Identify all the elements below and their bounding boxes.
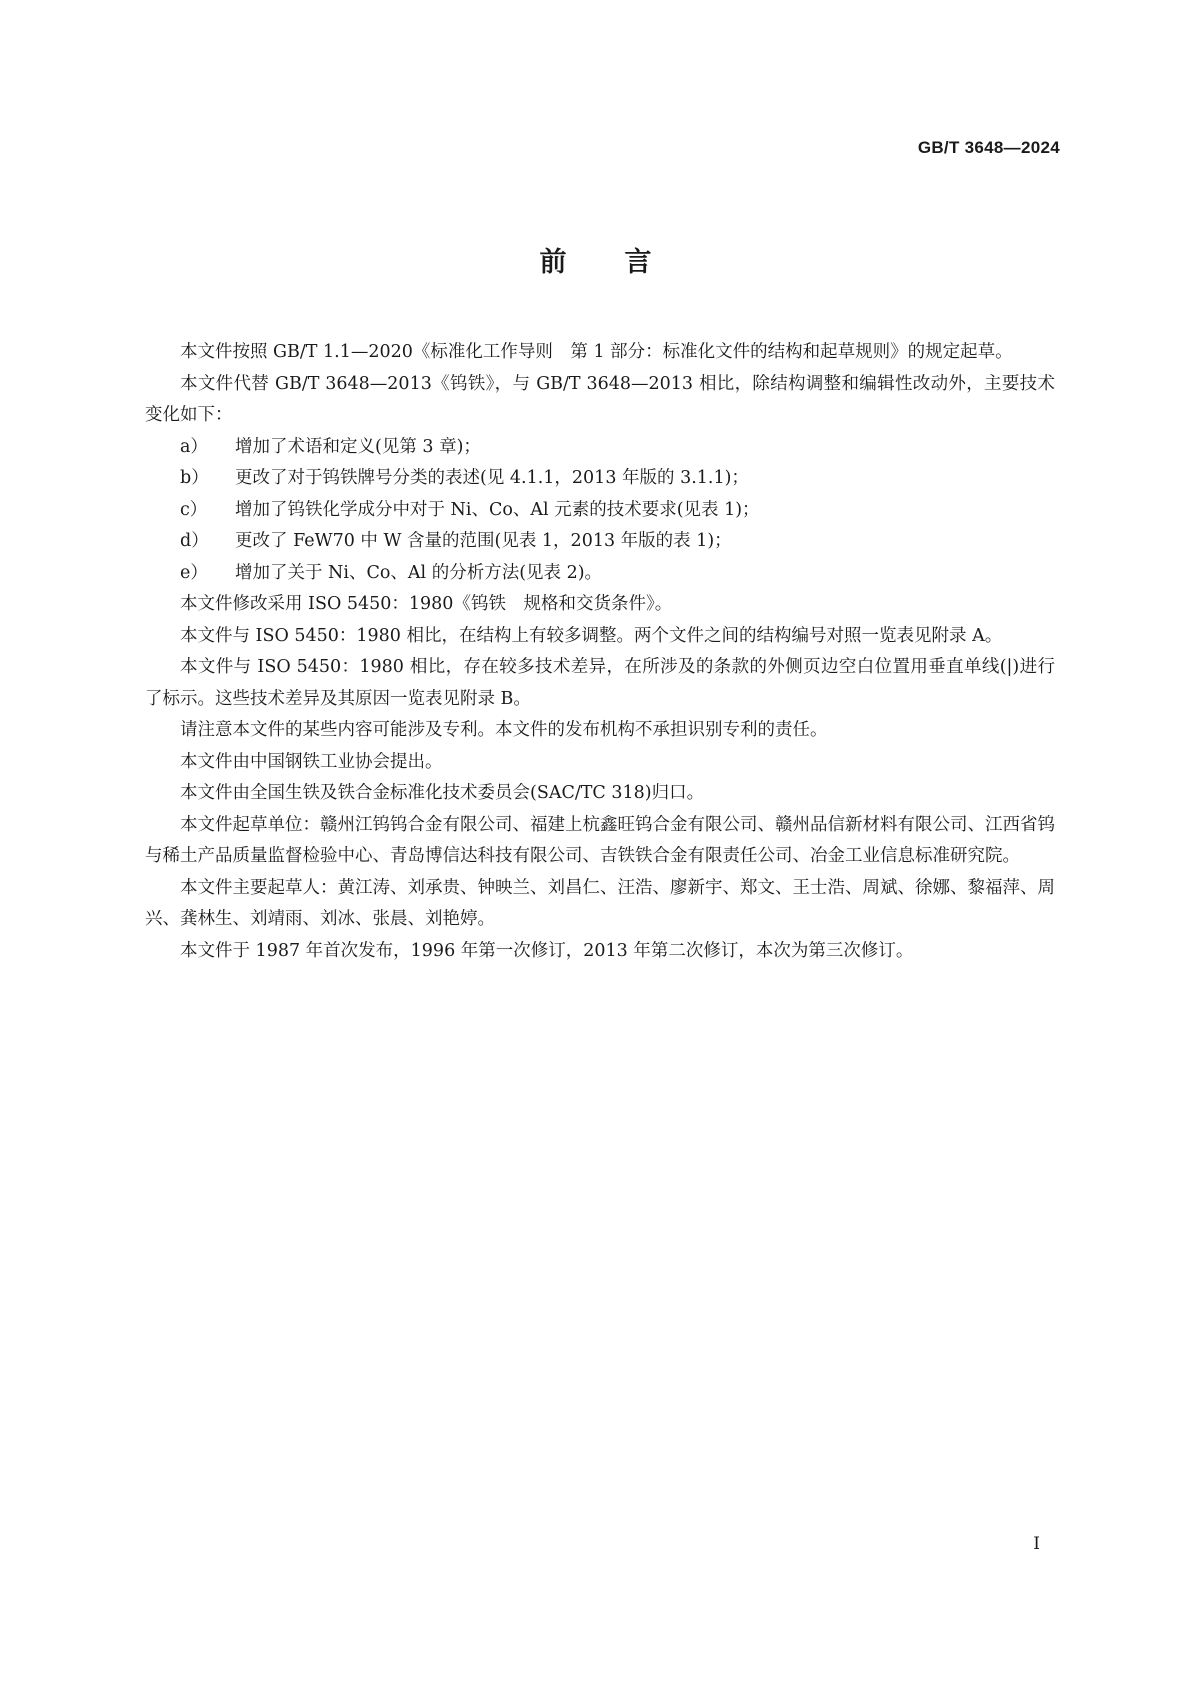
list-item-mark: d） — [180, 531, 209, 551]
list-item — [145, 558, 1055, 590]
list-item-mark: c） — [180, 499, 208, 520]
list-item — [145, 432, 1055, 464]
paragraph-structure-changes: 本文件与 ISO 5450：1980 相比，在结构上有较多调整。两个文件之间的结构编号对照一览表见附录 A。 — [180, 625, 1003, 646]
page-number: I — [1033, 1534, 1040, 1554]
standard-code: GB/T 3648—2024 — [917, 138, 1060, 157]
list-item-text: 增加了术语和定义(见第 3 章)； — [235, 436, 481, 457]
page-title: 前言 — [539, 247, 710, 278]
paragraph-replacement: 本文件代替 GB/T 3648—2013《钨铁》，与 GB/T 3648—2013 相比，除结构调整和编辑性改动外，主要技术变化如下： — [145, 373, 1055, 425]
paragraph-drafting-units: 本文件起草单位：赣州江钨钨合金有限公司、福建上杭鑫旺钨合金有限公司、赣州品信新材料有限公司、江西省钨与稀土产品质量监督检验中心、青岛博信达科技有限公司、吉铁铁合金有限责任公司、冶金工业信息标准研究院。 — [145, 814, 1055, 866]
paragraph-drafters: 本文件主要起草人：黄江涛、刘承贵、钟映兰、刘昌仁、汪浩、廖新宇、郑文、王士浩、周斌、徐娜、黎福萍、周兴、龚林生、刘靖雨、刘冰、张晨、刘艳婷。 — [145, 877, 1055, 929]
list-item-mark: b） — [180, 468, 209, 488]
paragraph-technical-differences: 本文件与 ISO 5450：1980 相比，存在较多技术差异，在所涉及的条款的外侧页边空白位置用垂直单线(|)进行了标示。这些技术差异及其原因一览表见附录 B。 — [145, 657, 1055, 709]
list-item-text: 更改了 FeW70 中 W 含量的范围(见表 1，2013 年版的表 1)； — [235, 531, 732, 551]
list-item-mark: a） — [180, 436, 208, 457]
foreword-body — [145, 337, 1055, 967]
list-item — [145, 526, 1055, 558]
list-item-text: 增加了关于 Ni、Co、Al 的分析方法(见表 2)。 — [235, 562, 603, 583]
paragraph-committee: 本文件由全国生铁及铁合金标准化技术委员会(SAC/TC 318)归口。 — [180, 783, 705, 803]
list-item-text: 增加了钨铁化学成分中对于 Ni、Co、Al 元素的技术要求(见表 1)； — [235, 499, 760, 520]
list-item — [145, 463, 1055, 495]
list-item-mark: e） — [180, 562, 208, 583]
list-item-text: 更改了对于钨铁牌号分类的表述(见 4.1.1，2013 年版的 3.1.1)； — [235, 468, 749, 488]
paragraph-proposer: 本文件由中国钢铁工业协会提出。 — [180, 751, 443, 772]
paragraph-history: 本文件于 1987 年首次发布，1996 年第一次修订，2013 年第二次修订，本次为第三次修订。 — [180, 940, 914, 961]
paragraph-patent-notice: 请注意本文件的某些内容可能涉及专利。本文件的发布机构不承担识别专利的责任。 — [180, 720, 828, 740]
paragraph-iso-adoption: 本文件修改采用 ISO 5450：1980《钨铁 规格和交货条件》。 — [180, 594, 673, 614]
paragraph-drafting-rules: 本文件按照 GB/T 1.1—2020《标准化工作导则 第 1 部分：标准化文件的结构和起草规则》的规定起草。 — [180, 342, 1013, 362]
list-item — [145, 495, 1055, 527]
